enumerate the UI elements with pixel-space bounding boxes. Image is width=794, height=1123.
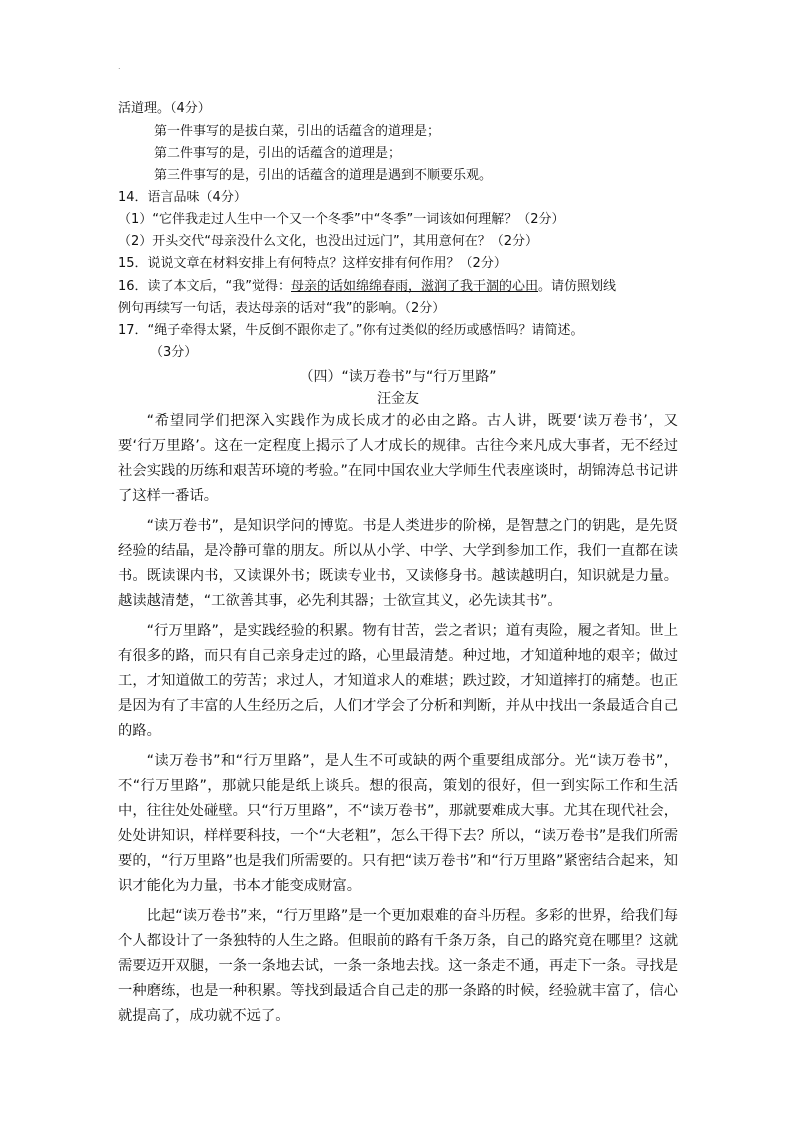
q17-score: （3分） <box>150 345 198 360</box>
article-paragraph: “希望同学们把深入实践作为成长成才的必由之路。古人讲，既要‘读万卷书’，又要‘行万里路’。这在一定程度上揭示了人才成长的规律。古往今来凡成大事者，无不经过社会实践的历练和艰苦环境的考验。”在同中国农业大学师生代表座谈时，胡锦涛总书记讲了这样一番话。 <box>118 413 678 505</box>
q15: 15．说说文章在材料安排上有何特点？这样安排有何作用？（2分） <box>118 256 507 271</box>
q13-line-1: 第一件事写的是拔白菜，引出的话蕴含的道理是； <box>154 124 441 139</box>
header-mark: . <box>118 62 121 71</box>
q16-line-2: 例句再续写一句话，表达母亲的话对“我”的影响。（2分） <box>118 301 446 316</box>
q17: 17．“绳子牵得太紧，牛反倒不跟你走了。”你有过类似的经历或感悟吗？请简述。 <box>118 323 584 338</box>
q16-text-a: 16．读了本文后，“我”觉得： <box>118 279 292 294</box>
q16-text-b: 。请仿照划线 <box>538 279 617 294</box>
q13-line-2: 第二件事写的是，引出的话蕴含的道理是； <box>154 146 402 161</box>
article-paragraph: 比起“读万卷书”来，“行万里路”是一个更加艰难的奋斗历程。多彩的世界，给我们每个人都设计了一条独特的人生之路。但眼前的路有千条万条，自己的路究竟在哪里？这就需要迈开双腿，一条一条地去试，一条一条地去找。这一条走不通，再走下一条。寻找是一种磨练，也是一种积累。等找到最适合自己走的那一条路的时候，经验就丰富了，信心就提高了，成功就不远了。 <box>118 907 678 1025</box>
article-paragraph: “读万卷书”，是知识学问的博览。书是人类进步的阶梯，是智慧之门的钥匙，是先贤经验的结晶，是冷静可靠的朋友。所以从小学、中学、大学到参加工作，我们一直都在读书。既读课内书，又读课外书；既读专业书，又读修身书。越读越明白，知识就是力量。越读越清楚，“工欲善其事，必先利其器；士欲宣其义，必先读其书”。 <box>118 517 678 610</box>
q13-line-3: 第三件事写的是，引出的话蕴含的道理是遇到不顺要乐观。 <box>154 168 493 183</box>
q16-underlined-example: 母亲的话如绵绵春雨，滋润了我干涸的心田 <box>291 279 539 294</box>
q14-part-2: （2）开头交代“母亲没什么文化，也没出过远门”，其用意何在？（2分） <box>118 234 539 249</box>
article-body <box>118 409 678 1034</box>
article-paragraph: “行万里路”，是实践经验的积累。物有甘苦，尝之者识；道有夷险，履之者知。世上有很多的路，而只有自己亲身走过的路，心里最清楚。种过地，才知道种地的艰辛；做过工，才知道做工的劳苦；求过人，才知道求人的难堪；跌过跤，才知道摔打的痛楚。也正是因为有了丰富的人生经历之后，人们才学会了分析和判断，并从中找出一条最适合自己的路。 <box>118 622 678 740</box>
article-title: （四）“读万卷书”与“行万里路” <box>299 369 497 385</box>
q16-line-1 <box>118 276 678 298</box>
q14-heading: 14．语言品味（4分） <box>118 190 247 205</box>
article-paragraph: “读万卷书”和“行万里路”，是人生不可或缺的两个重要组成部分。光“读万卷书”，不“行万里路”，那就只能是纸上谈兵。想的很高，策划的很好，但一到实际工作和生活中，往往处处碰壁。只“行万里路”，不“读万卷书”，那就要难成大事。尤其在现代社会，处处讲知识，样样要科技，一个“大老粗”，怎么干得下去？所以，“读万卷书”是我们所需要的，“行万里路”也是我们所需要的。只有把“读万卷书”和“行万里路”紧密结合起来，知识才能化为力量，书本才能变成财富。 <box>118 752 678 895</box>
q14-part-1: （1）“它伴我走过人生中一个又一个冬季”中“冬季”一词该如何理解？（2分） <box>118 212 565 227</box>
article-author: 汪金友 <box>377 391 419 407</box>
q13-tail: 活道理。（4分） <box>118 101 211 116</box>
